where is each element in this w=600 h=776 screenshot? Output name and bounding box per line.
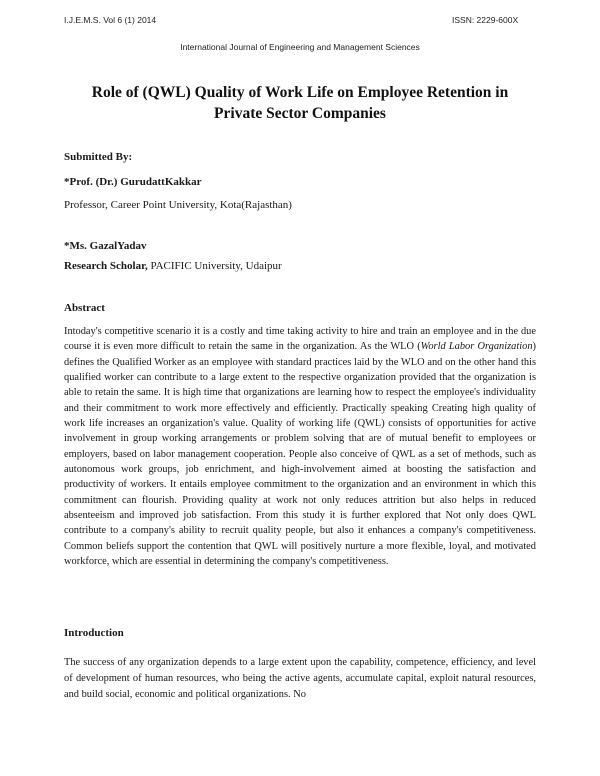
author-affiliation [64,260,282,272]
journal-name: International Journal of Engineering and Management Sciences [180,42,420,52]
author-name: *Prof. (Dr.) GurudattKakkar [64,176,202,188]
abstract-text-part-1: Intoday's competitive scenario it is a costly and time taking activity to hire and train an employee and in the due course it is even more difficult to retain the same in the organization. As the WLO ( [64,326,536,353]
affiliation-role: Professor, Career Point University, Kota(Rajasthan) [64,199,292,211]
abstract-body [64,324,536,570]
introduction-heading: Introduction [64,627,124,639]
abstract-text-italic: World Labor Organization [420,341,533,353]
author-affiliation [64,199,292,211]
affiliation-role: Research Scholar, [64,260,148,272]
paper-title: Role of (QWL) Quality of Work Life on Employee Retention in Private Sector Companies [91,84,509,122]
submitted-by-label [64,151,132,163]
running-header-issn: ISSN: 2229-600X [452,15,519,25]
abstract-heading: Abstract [64,302,105,314]
running-header-volume: I.J.E.M.S. Vol 6 (1) 2014 [64,15,157,25]
abstract-text-part-2: ) defines the Qualified Worker as an employee with standard practices laid by the WLO and on the other hand this qualified worker can contribute to a large extent to the respective organization provided that the organization is able to retain the same. It is high time that organizations are learning how to respect the employee's individuality and their commitment to work more effectively and efficiently. Practically speaking Creating high quality of work life increases an organization's value. Quality of working life (QWL) consists of opportunities for active involvement in group working arrangements or problem solving that are of mutual benefit to employees or employers, based on labor management cooperation. People also conceive of QWL as a set of methods, such as autonomous work groups, job enrichment, and high-involvement aimed at boosting the satisfaction and productivity of workers. It entails employee commitment to the organization and an environment in which this commitment can flourish. Providing quality at work not only reduces attrition but also helps in reduced absenteeism and improved job satisfaction. From this study it is further explored that Not only does QWL contribute to a company's ability to recruit quality people, but also it enhances a company's competitiveness. Common beliefs support the contention that QWL will positively nurture a more flexible, loyal, and motivated workforce, which are essential in determining the company's competitiveness. [64,341,536,568]
author-name: *Ms. GazalYadav [64,240,147,252]
submitted-by-text: Submitted By: [64,151,133,163]
affiliation-org: PACIFIC University, Udaipur [147,260,282,272]
introduction-body: The success of any organization depends to a large extent upon the capability, competence, efficiency, and level of development of human resources, who being the active agents, accumulate capital, exploit natural resources, and build social, economic and political organizations. No [64,657,536,701]
